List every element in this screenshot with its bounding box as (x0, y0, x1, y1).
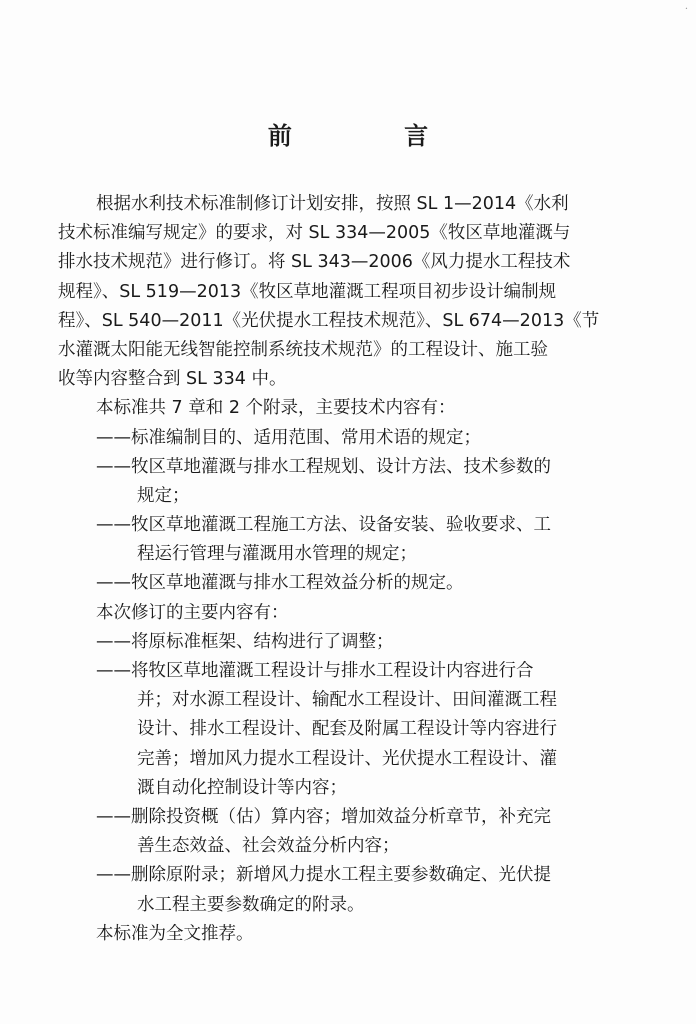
preface-body (58, 190, 610, 949)
closing-line: 本标准为全文推荐。 (96, 923, 254, 944)
paragraph-line: 根据水利技术标准制修订计划安排，按照 SL 1—2014《水利 (96, 194, 569, 214)
list-item: ——牧区草地灌溉与排水工程效益分析的规定。 (96, 573, 464, 594)
list-item: ——牧区草地灌溉与排水工程规划、设计方法、技术参数的 (96, 456, 551, 477)
list-item-continuation: 水工程主要参数确定的附录。 (137, 894, 365, 915)
paragraph-line: 水灌溉太阳能无线智能控制系统技术规范》的工程设计、施工验 (58, 339, 548, 360)
list-item-continuation: 善生态效益、社会效益分析内容； (137, 836, 400, 857)
paragraph-line: 收等内容整合到 SL 334 中。 (58, 369, 287, 390)
paragraph-line: 技术标准编写规定》的要求，对 SL 334—2005《牧区草地灌溉与 (58, 223, 571, 244)
paragraph-line: 排水技术规范》进行修订。将 SL 343—2006《风力提水工程技术 (58, 252, 571, 273)
list-item-continuation: 设计、排水工程设计、配套及附属工程设计等内容进行 (137, 719, 557, 740)
section-intro-line: 本次修订的主要内容有： (96, 602, 289, 623)
list-item-continuation: 溉自动化控制设计等内容； (137, 777, 347, 798)
list-item: ——将牧区草地灌溉工程设计与排水工程设计内容进行合 (96, 661, 534, 681)
list-item: ——牧区草地灌溉工程施工方法、设备安装、验收要求、工 (96, 515, 551, 536)
list-item: ——标准编制目的、适用范围、常用术语的规定； (96, 427, 481, 448)
list-item: ——删除原附录；新增风力提水工程主要参数确定、光伏提 (96, 865, 551, 886)
list-item: ——将原标准框架、结构进行了调整； (96, 631, 394, 652)
section-intro-line: 本标准共 7 章和 2 个附录，主要技术内容有： (96, 398, 456, 419)
page-title: 前 言 (267, 122, 481, 150)
corner-mark: · (684, 4, 688, 15)
list-item-continuation: 并；对水源工程设计、输配水工程设计、田间灌溉工程 (137, 690, 557, 711)
list-item-continuation: 完善；增加风力提水工程设计、光伏提水工程设计、灌 (137, 748, 557, 769)
list-item: ——删除投资概（估）算内容；增加效益分析章节，补充完 (96, 806, 551, 827)
list-item-continuation: 规定； (137, 485, 190, 506)
paragraph-line: 规程》、SL 519—2013《牧区草地灌溉工程项目初步设计编制规 (58, 281, 557, 302)
paragraph-line: 程》、SL 540—2011《光伏提水工程技术规范》、SL 674—2013《节 (58, 310, 600, 331)
list-item-continuation: 程运行管理与灌溉用水管理的规定； (137, 544, 417, 565)
